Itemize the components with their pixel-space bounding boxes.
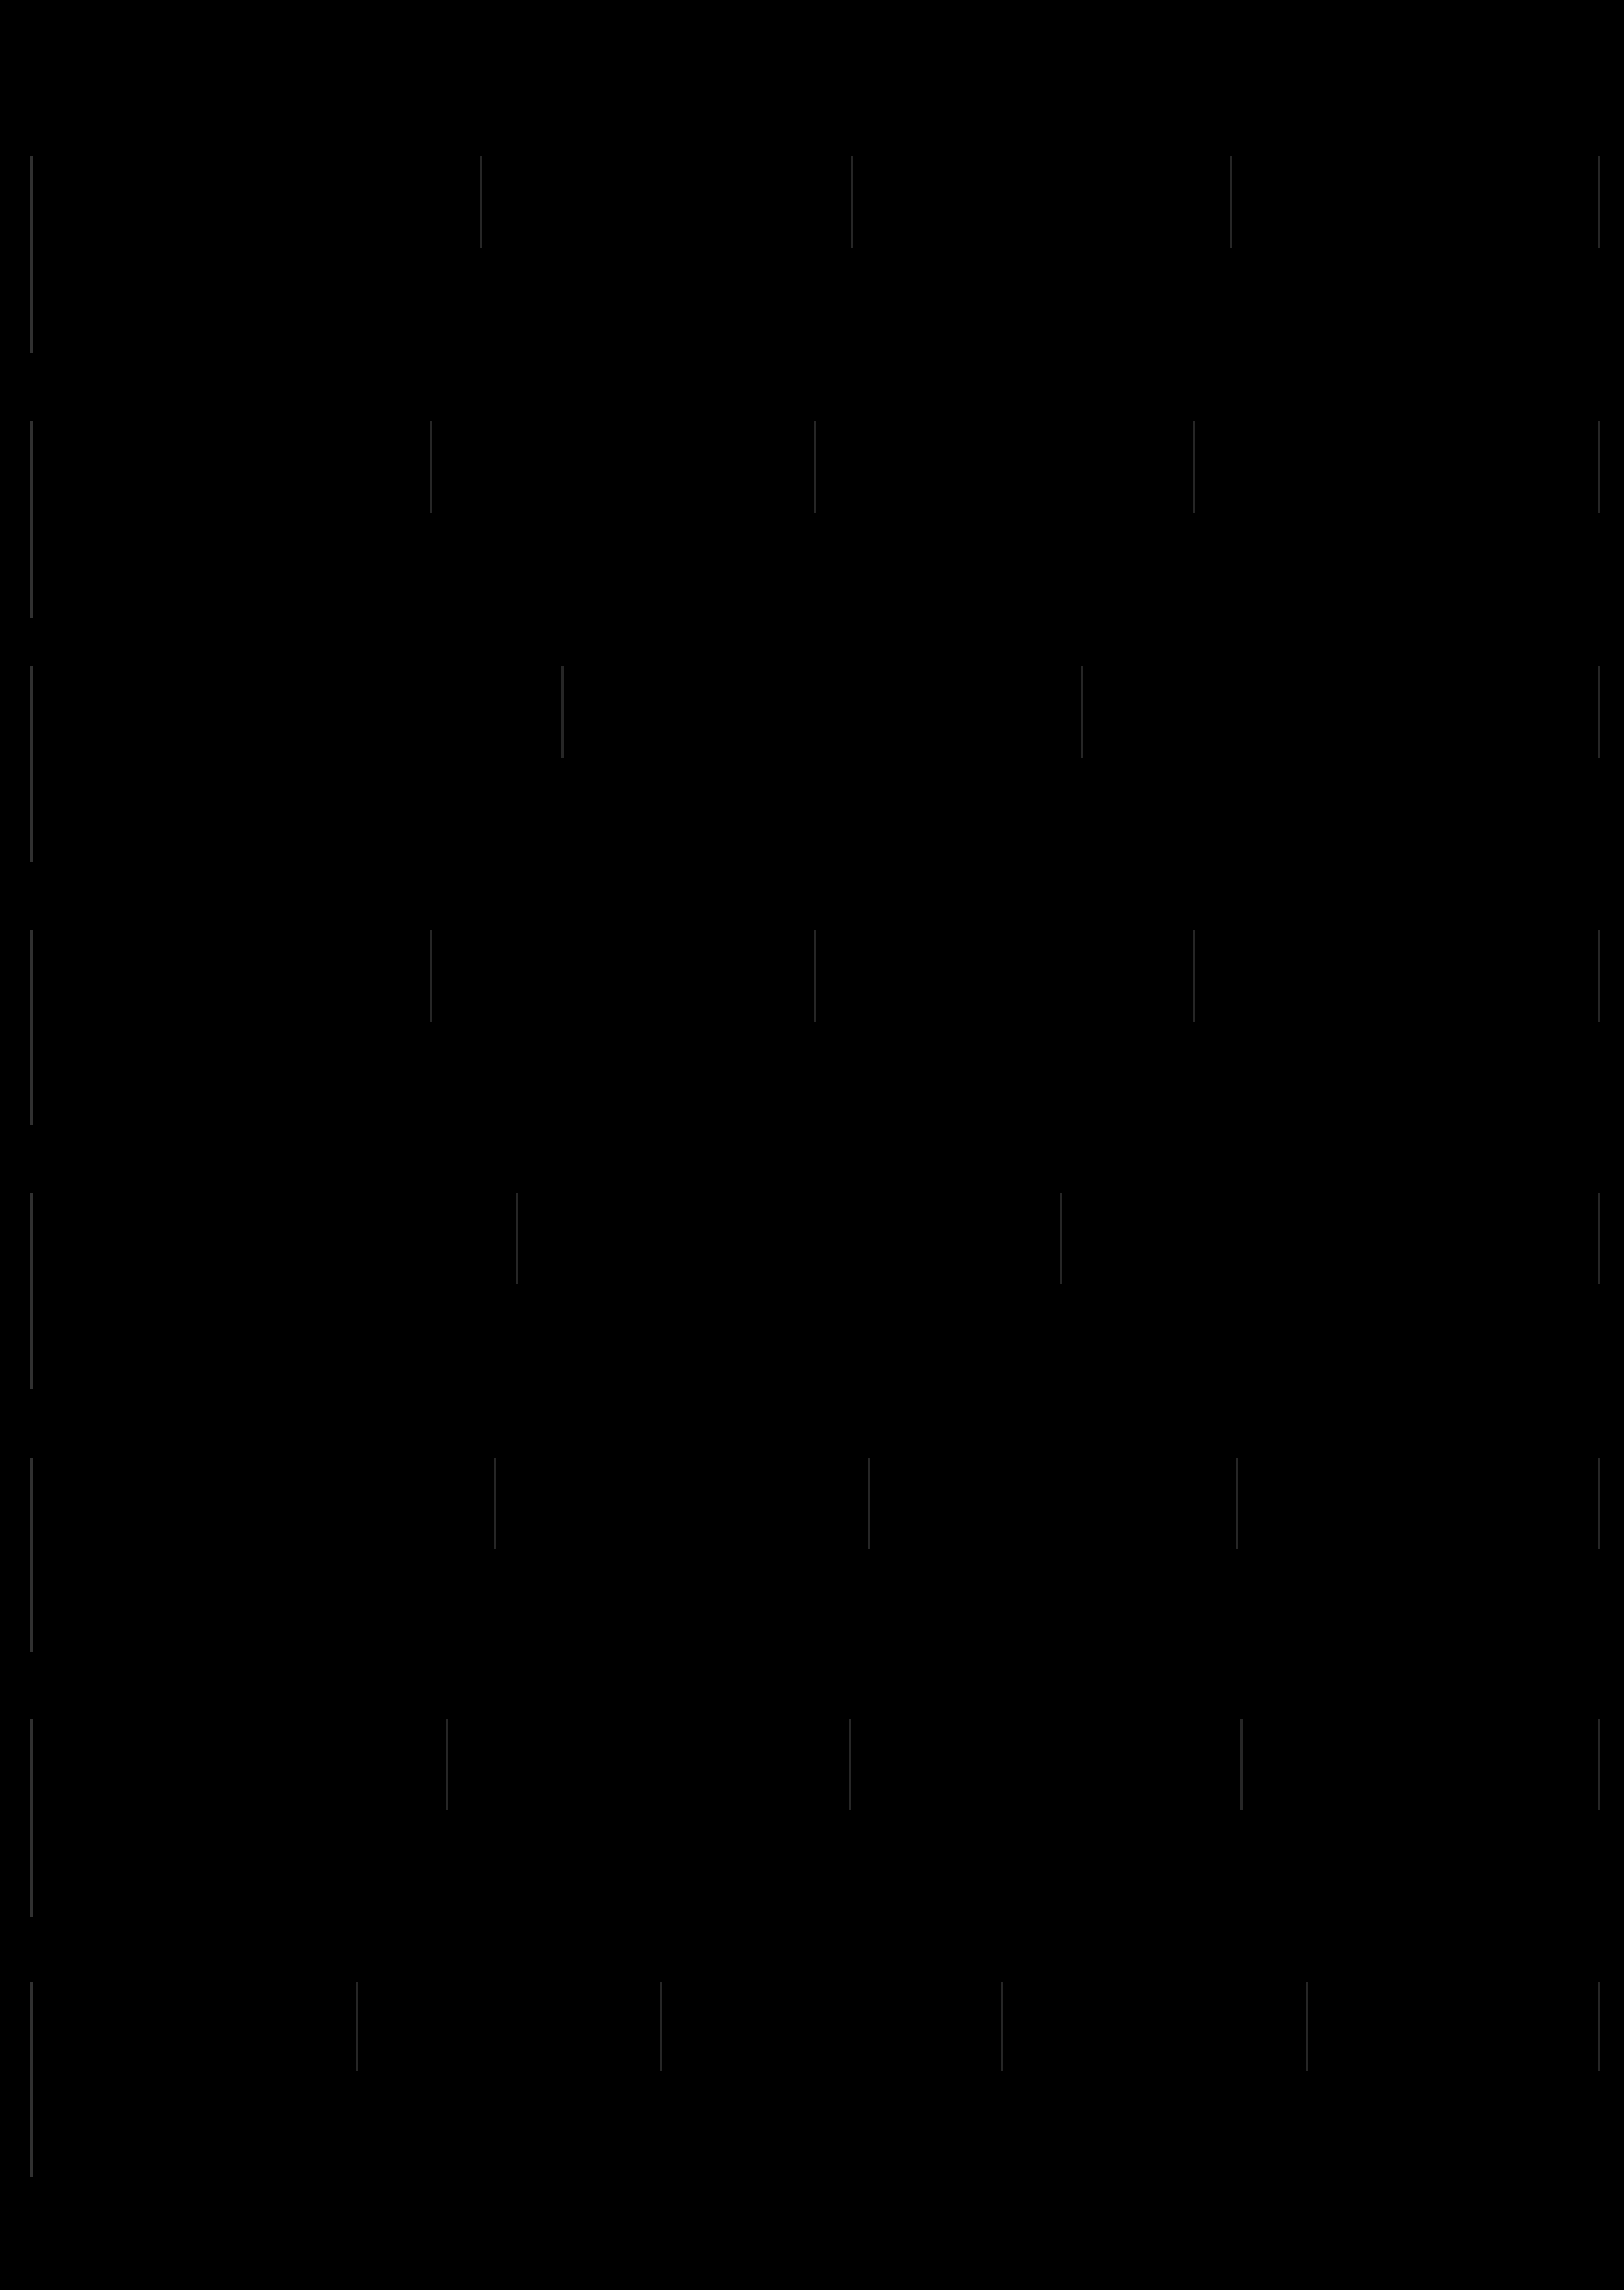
system-start-line [30,666,33,862]
system-start-line [30,1458,33,1652]
barline [1598,1719,1600,1810]
barline [446,1719,448,1810]
barline [660,1982,662,2071]
barline [1081,666,1083,758]
system-start-line [30,1982,33,2177]
barline [1598,156,1600,248]
system-start-line [30,1193,33,1389]
barline [1001,1982,1003,2071]
system-start-line [30,930,33,1125]
barline [561,666,564,758]
barline [1598,421,1600,513]
barline [494,1458,496,1549]
barline [1230,156,1232,248]
barline [1598,1982,1600,2071]
barline [1236,1458,1238,1549]
barline [1193,421,1195,513]
barline [849,1719,851,1810]
barline [814,421,816,513]
system-start-line [30,156,33,353]
barline [814,930,816,1022]
barline [516,1193,518,1284]
barline [1240,1719,1243,1810]
barline [1193,930,1195,1022]
barline [1306,1982,1308,2071]
barline [1598,1193,1600,1284]
barline [430,421,432,513]
barline [1598,930,1600,1022]
system-start-line [30,1719,33,1917]
barline [1598,1458,1600,1549]
barline [1060,1193,1062,1284]
barline [480,156,482,248]
barline [1598,666,1600,758]
barline [430,930,432,1022]
barline [868,1458,870,1549]
barline [851,156,853,248]
barline [356,1982,358,2071]
system-start-line [30,421,33,618]
